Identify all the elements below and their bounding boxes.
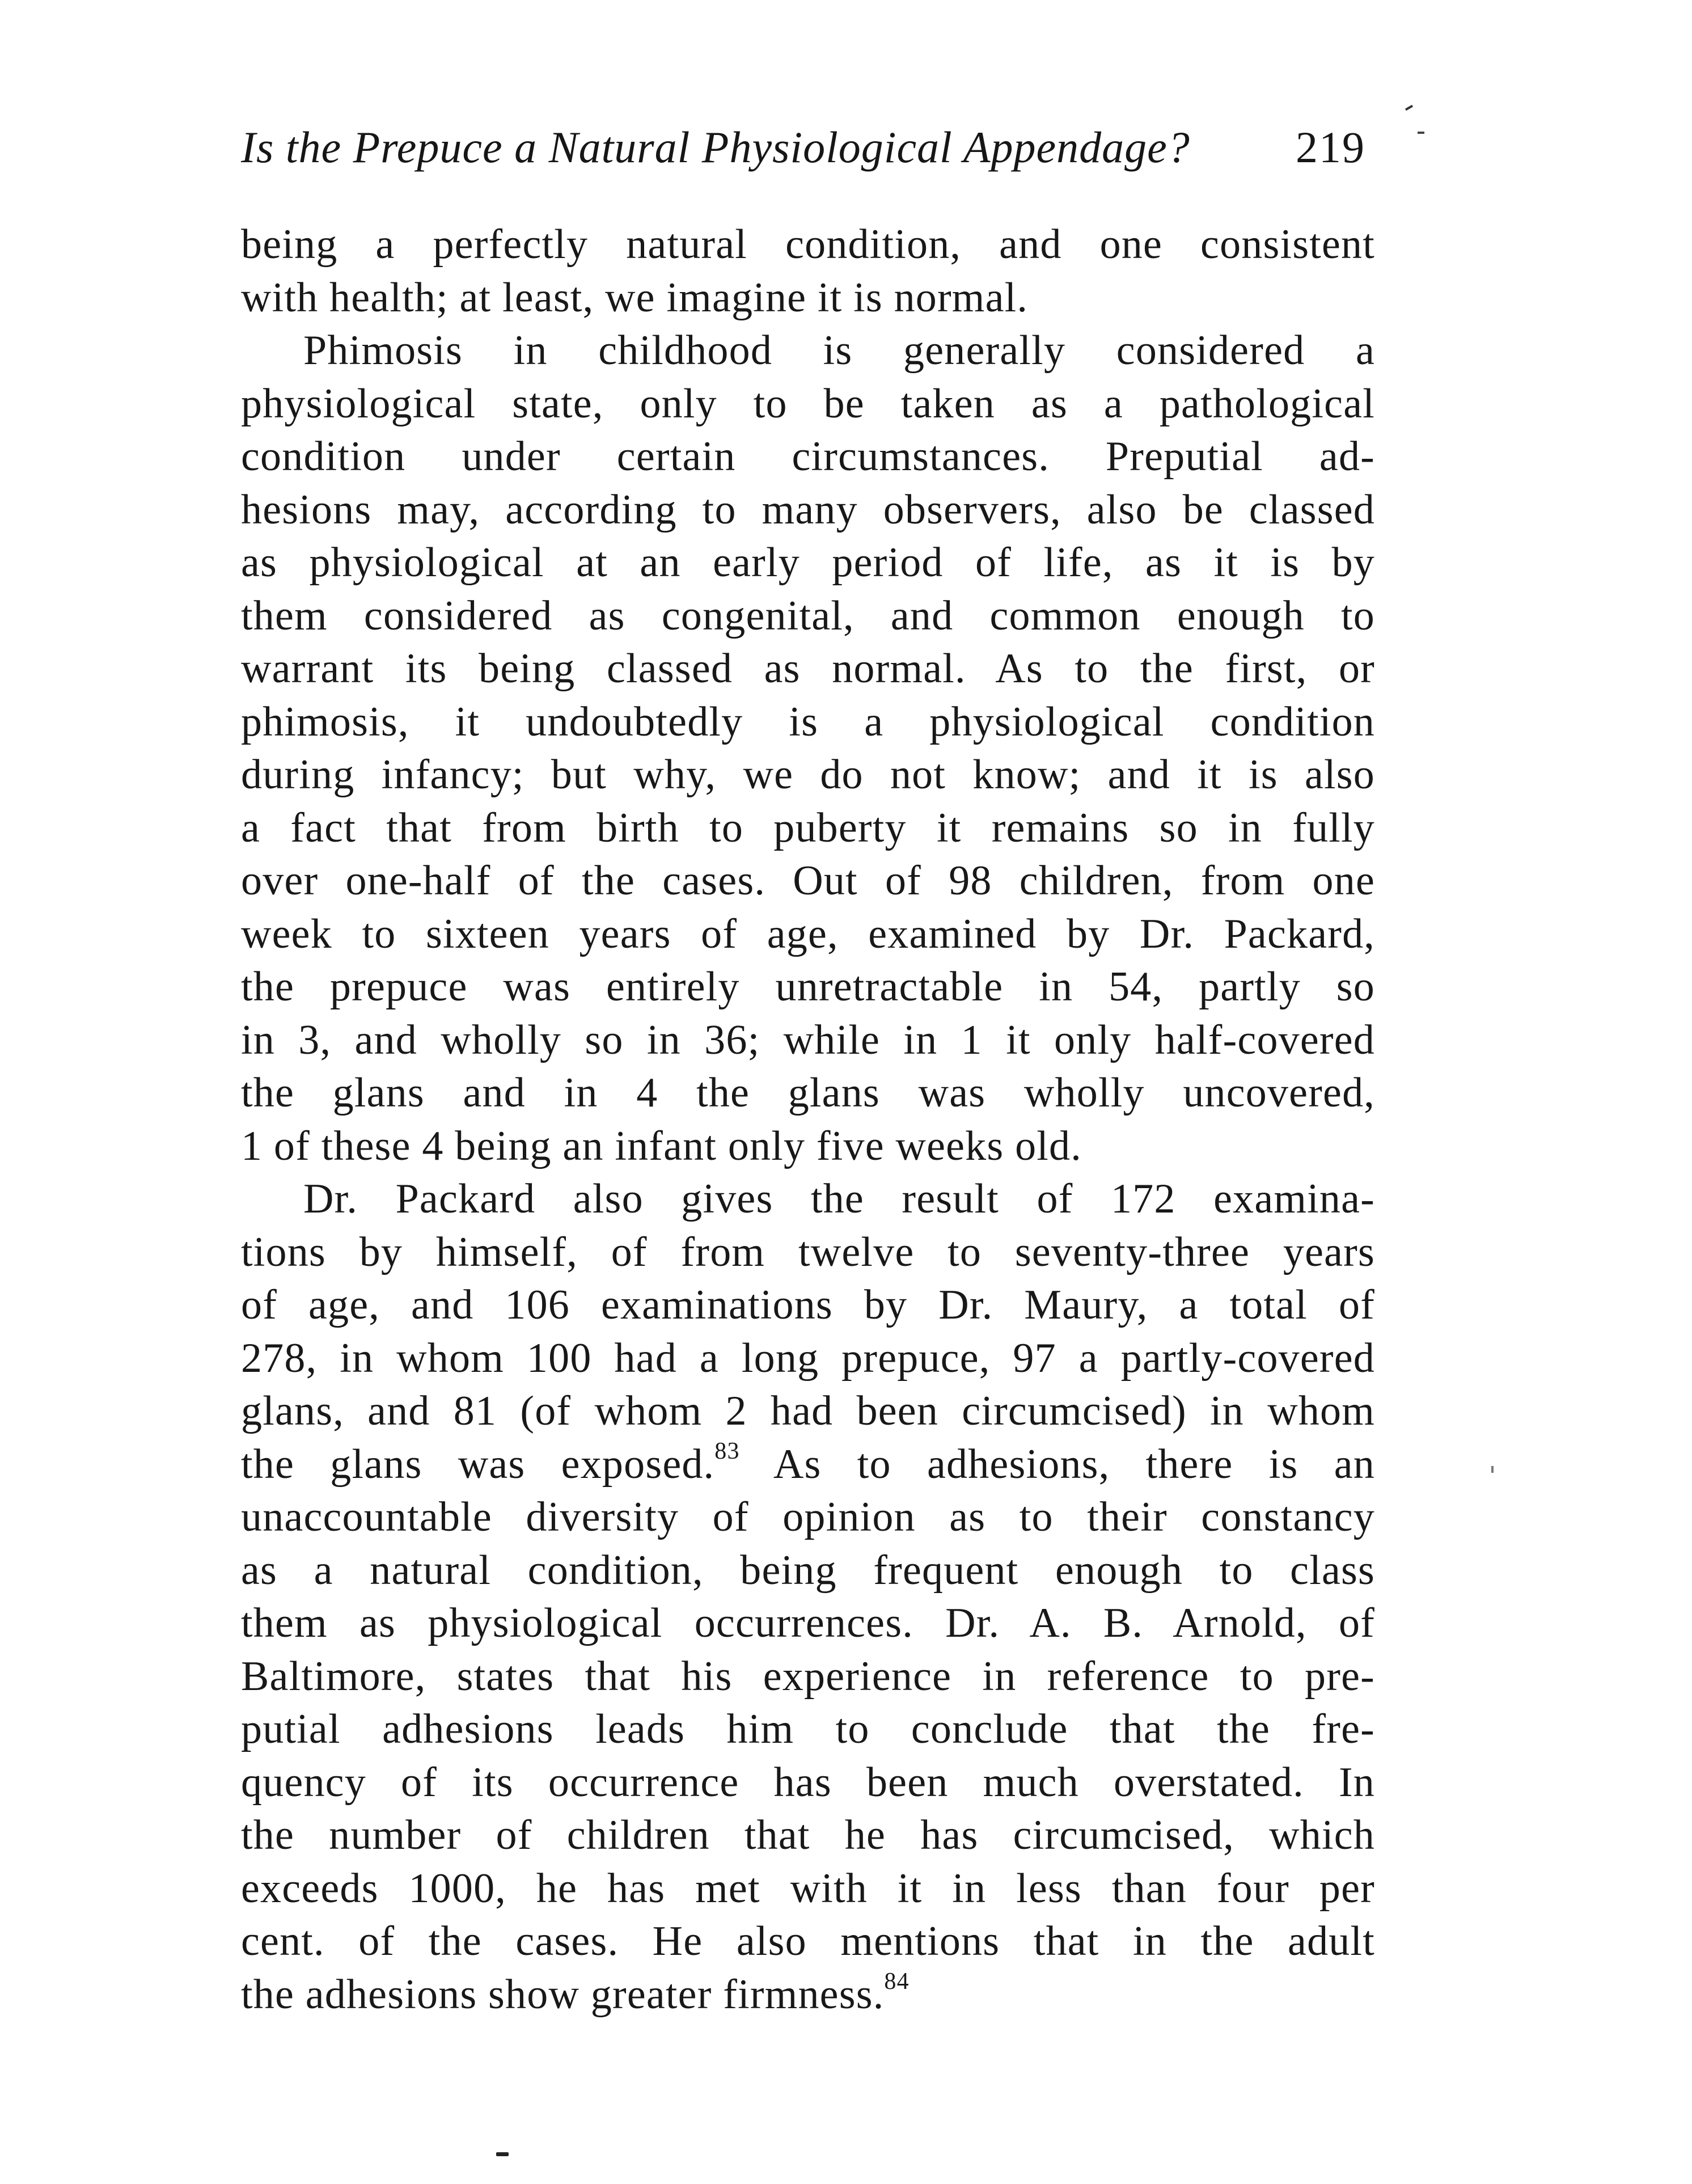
text-line: as a natural condition, being frequent enough to class	[241, 1547, 1375, 1594]
text-segment: the glans was exposed.	[241, 1440, 715, 1488]
text-line: exceeds 1000, he has met with it in less than four per	[241, 1865, 1375, 1912]
text-line: the number of children that he has circumcised, which	[241, 1812, 1375, 1858]
body-text	[241, 218, 1375, 2021]
text-line: Baltimore, states that his experience in reference to pre-	[241, 1653, 1375, 1700]
paragraph-2	[241, 324, 1375, 1173]
text-line: week to sixteen years of age, examined by Dr. Packard,	[241, 910, 1375, 957]
text-segment: As to adhesions, there is an	[773, 1440, 1375, 1488]
text-line: Dr. Packard also gives the result of 172 examina-	[303, 1176, 1375, 1222]
text-line: the glans and in 4 the glans was wholly uncovered,	[241, 1070, 1375, 1116]
text-segment: the adhesions show greater firmness.	[241, 1971, 885, 2018]
text-line: warrant its being classed as normal. As to the first, or	[241, 645, 1375, 692]
paragraph-1	[241, 218, 1375, 324]
text-line: of age, and 106 examinations by Dr. Maury, a total of	[241, 1282, 1375, 1328]
text-line: hesions may, according to many observers, also be classed	[241, 486, 1375, 533]
text-line: glans, and 81 (of whom 2 had been circumcised) in whom	[241, 1388, 1375, 1434]
text-line: Phimosis in childhood is generally considered a	[303, 327, 1375, 374]
text-line: phimosis, it undoubtedly is a physiological condition	[241, 698, 1375, 745]
scan-mark	[1405, 105, 1413, 111]
text-line: cent. of the cases. He also mentions that in the adult	[241, 1918, 1375, 1965]
footnote-ref-84: 84	[884, 1968, 910, 1995]
text-line: them considered as congenital, and common enough to	[241, 592, 1375, 639]
text-line: them as physiological occurrences. Dr. A. B. Arnold, of	[241, 1600, 1375, 1646]
text-line: with health; at least, we imagine it is normal.	[241, 274, 1029, 321]
text-line: as physiological at an early period of life, as it is by	[241, 539, 1375, 586]
text-line: the prepuce was entirely unretractable in 54, partly so	[241, 964, 1375, 1010]
text-line: putial adhesions leads him to conclude that the fre-	[241, 1706, 1375, 1752]
text-line-with-footnote	[241, 1968, 1375, 2022]
page-header	[241, 116, 1375, 201]
text-line: 1 of these 4 being an infant only five weeks old.	[241, 1122, 1082, 1169]
scan-mark	[1491, 1466, 1494, 1473]
text-line: quency of its occurrence has been much overstated. In	[241, 1759, 1375, 1806]
text-line: tions by himself, of from twelve to seventy-three years	[241, 1228, 1375, 1275]
text-line: over one-half of the cases. Out of 98 children, from one	[241, 857, 1375, 904]
footnote-ref-83: 83	[714, 1438, 740, 1464]
text-line: unaccountable diversity of opinion as to their constancy	[241, 1494, 1375, 1540]
text-line: 278, in whom 100 had a long prepuce, 97 a partly-covered	[241, 1334, 1375, 1382]
text-line: in 3, and wholly so in 36; while in 1 it only half-covered	[241, 1016, 1375, 1063]
paragraph-3	[241, 1173, 1375, 2021]
text-line: a fact that from birth to puberty it remains so in fully	[241, 804, 1375, 851]
text-line: during infancy; but why, we do not know; and it is also	[241, 751, 1375, 798]
text-line: being a perfectly natural condition, and one consistent	[241, 221, 1375, 268]
text-line: physiological state, only to be taken as a pathological	[241, 380, 1375, 427]
text-line-with-footnote	[241, 1438, 1375, 1492]
scan-mark	[1418, 132, 1424, 134]
page-number: 219	[1296, 122, 1365, 172]
scan-mark	[496, 2152, 509, 2156]
running-title: Is the Prepuce a Natural Physiological Appendage?	[241, 122, 1190, 172]
text-line: condition under certain circumstances. Preputial ad-	[241, 433, 1375, 480]
